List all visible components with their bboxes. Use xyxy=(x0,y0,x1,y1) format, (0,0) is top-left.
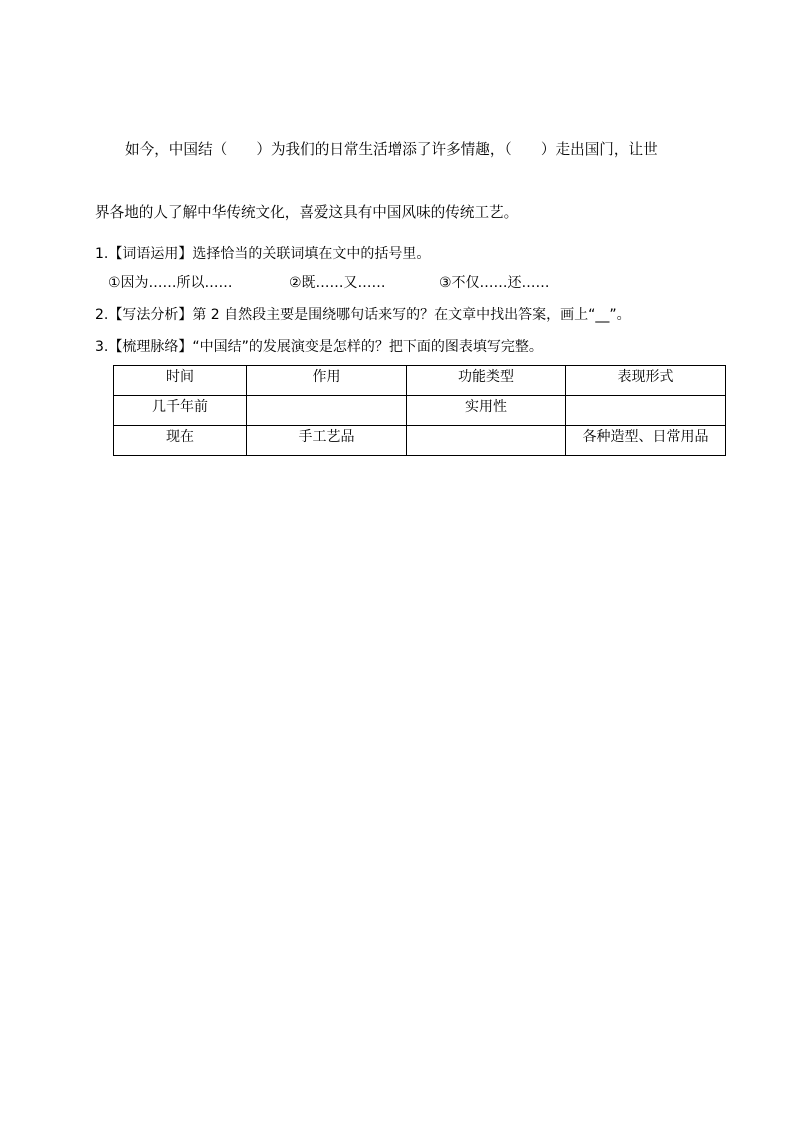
table-cell: 几千年前 xyxy=(114,396,247,426)
table-cell-blank[interactable] xyxy=(247,396,407,426)
development-table xyxy=(113,365,726,456)
table-cell-blank[interactable] xyxy=(566,396,726,426)
question-2: 2.【写法分析】第 2 自然段主要是围绕哪句话来写的？在文章中找出答案，画上“__”。 xyxy=(95,307,631,323)
table-cell: 实用性 xyxy=(407,396,566,426)
table-row xyxy=(114,426,726,456)
question-1: 1.【词语运用】选择恰当的关联词填在文中的括号里。 xyxy=(95,246,431,262)
table-row xyxy=(114,396,726,426)
option-2: ②既……又…… xyxy=(289,275,386,291)
table-header-row xyxy=(114,366,726,396)
table-header-cell: 作用 xyxy=(247,366,407,396)
table-header-cell: 功能类型 xyxy=(407,366,566,396)
passage-line-2: 界各地的人了解中华传统文化，喜爱这具有中国风味的传统工艺。 xyxy=(95,204,519,221)
question-1-options xyxy=(108,273,550,293)
option-3: ③不仅……还…… xyxy=(439,275,550,291)
table-cell: 手工艺品 xyxy=(247,426,407,456)
table-header-cell: 表现形式 xyxy=(566,366,726,396)
passage-line-1: 如今，中国结（ ）为我们的日常生活增添了许多情趣，（ ）走出国门，让世 xyxy=(125,141,658,158)
table-header-cell: 时间 xyxy=(114,366,247,396)
option-1: ①因为……所以…… xyxy=(108,275,233,291)
question-3: 3.【梳理脉络】“中国结”的发展演变是怎样的？把下面的图表填写完整。 xyxy=(95,339,543,355)
table-cell-blank[interactable] xyxy=(407,426,566,456)
table-cell: 各种造型、日常用品 xyxy=(566,426,726,456)
table-cell: 现在 xyxy=(114,426,247,456)
